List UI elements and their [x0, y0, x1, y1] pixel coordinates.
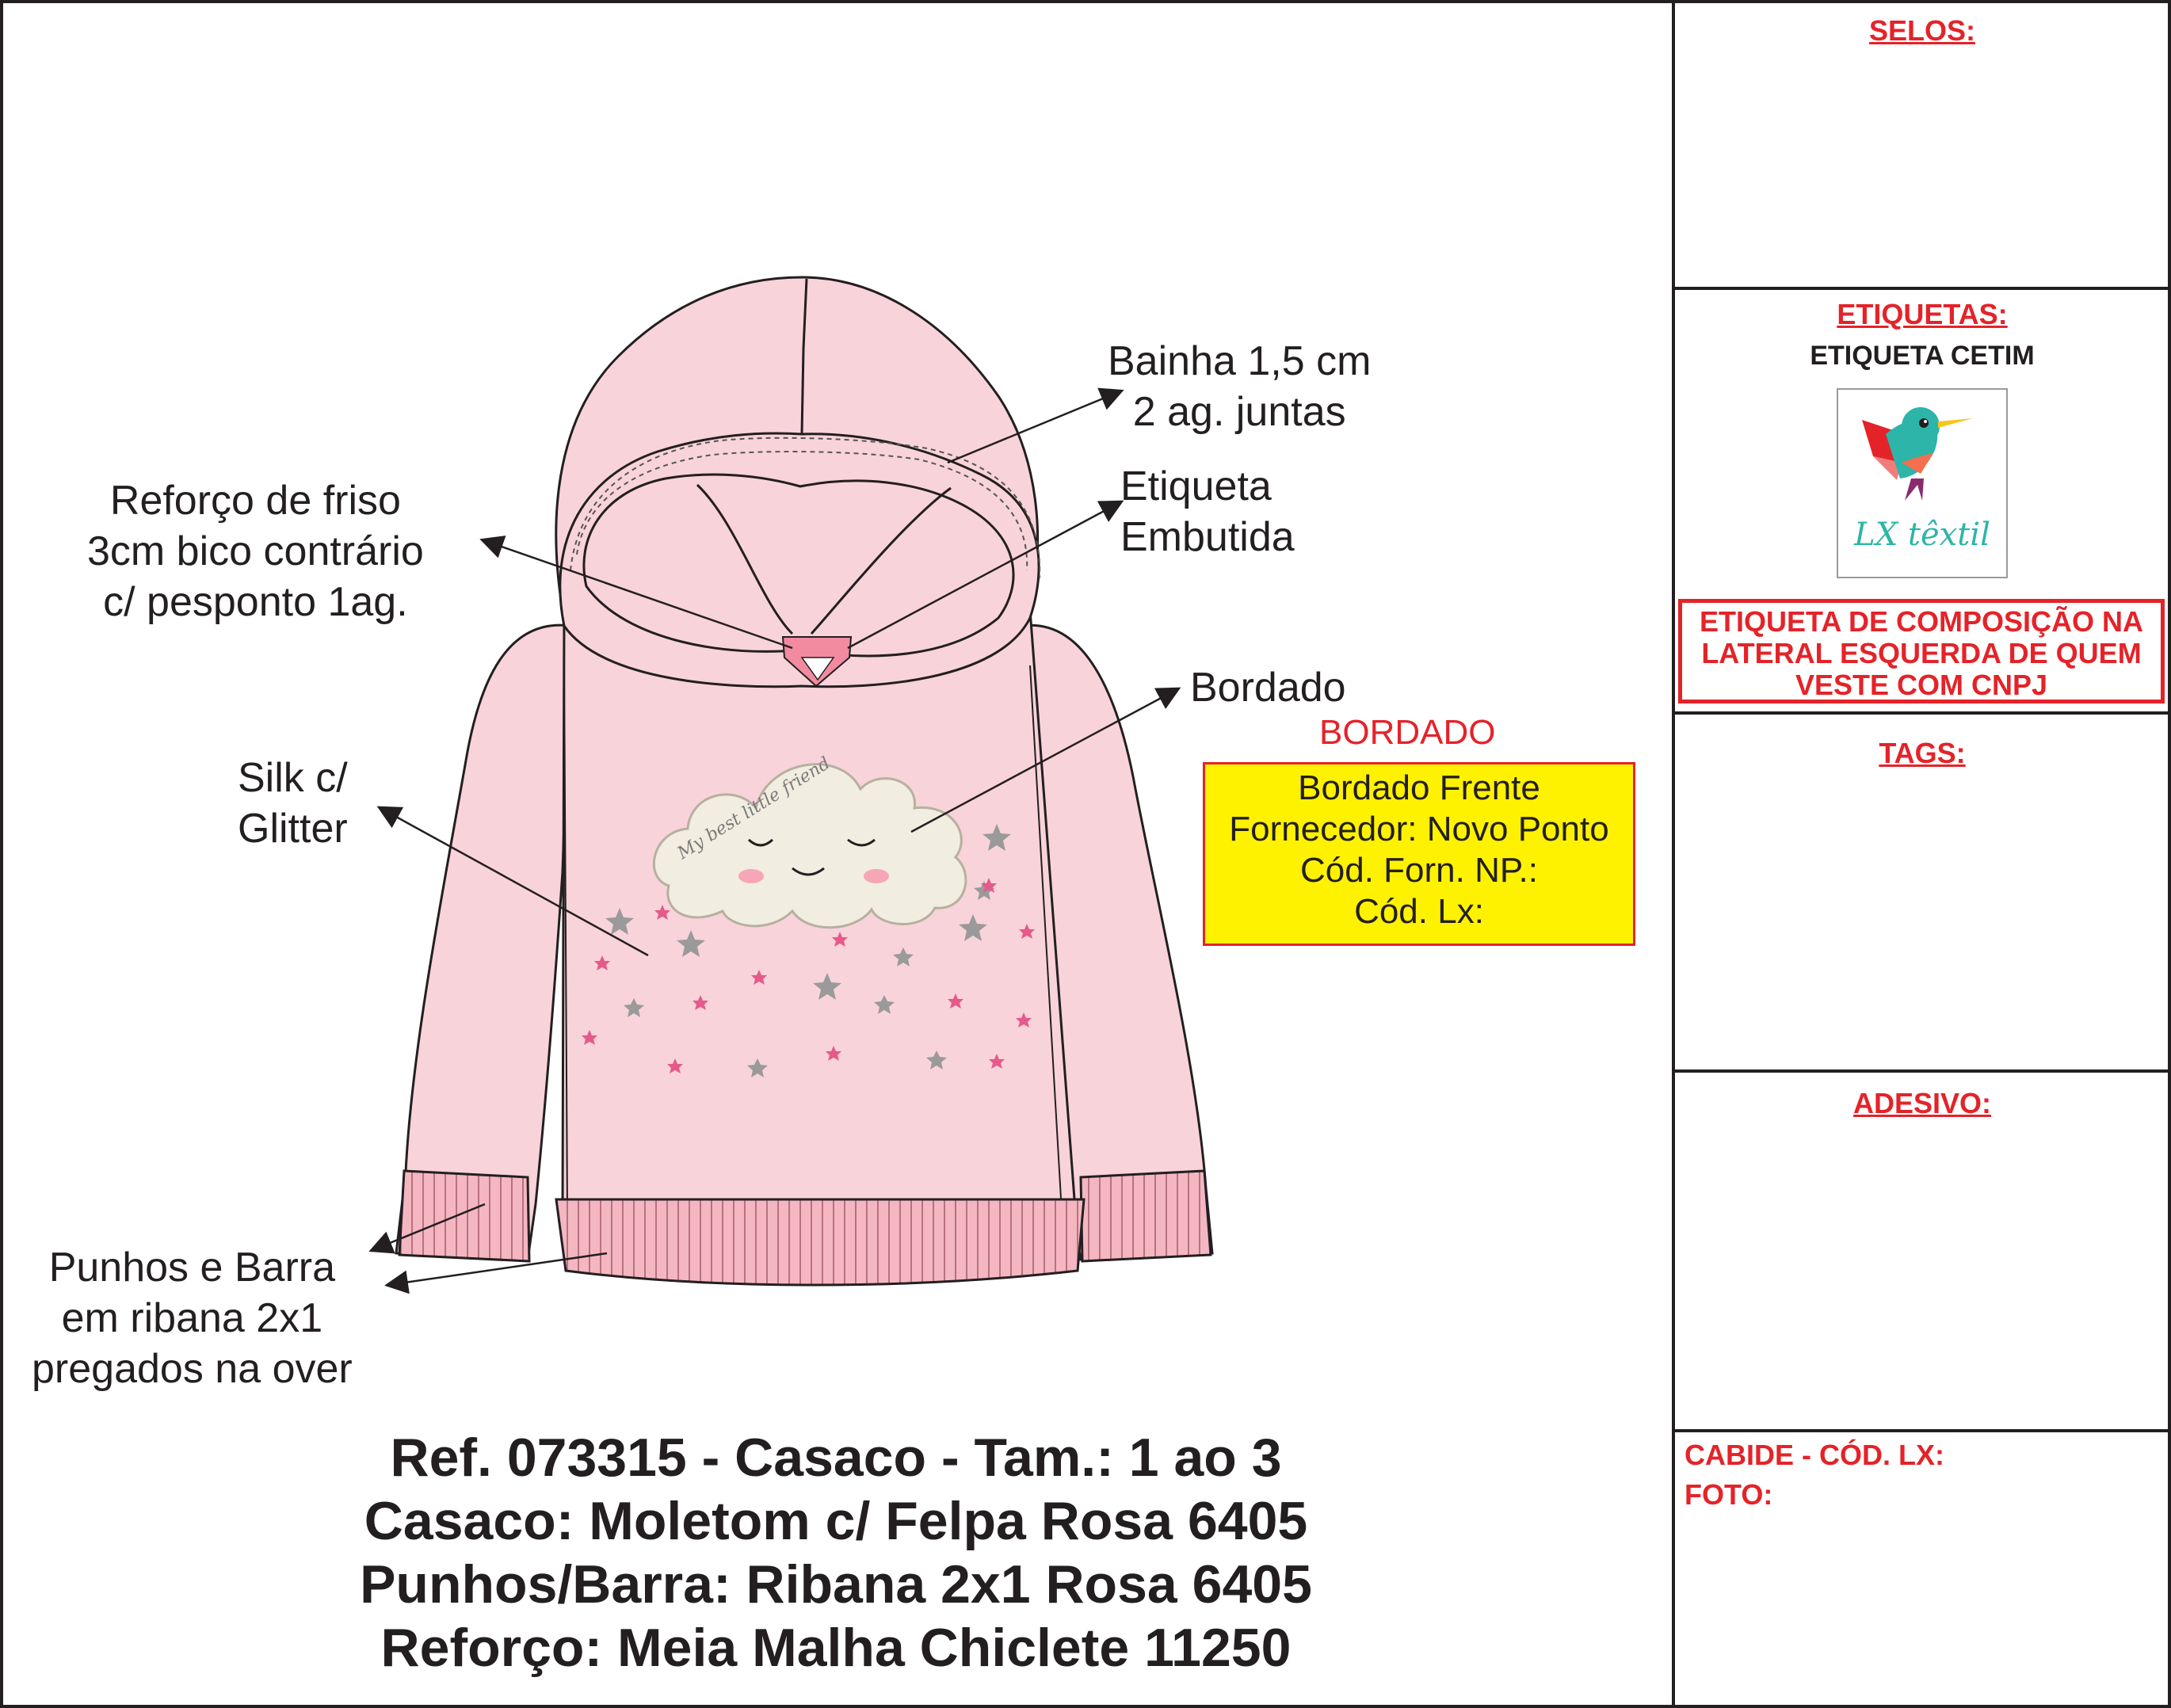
punhos-line: em ribana 2x1: [61, 1295, 323, 1341]
embroidery-line: Bordado Frente: [1298, 768, 1540, 807]
bainha-line: 2 ag. juntas: [1132, 389, 1346, 435]
punhos-line: pregados na over: [32, 1346, 353, 1392]
bainha-line: Bainha 1,5 cm: [1108, 338, 1372, 384]
sidebar-separator: [1673, 287, 2171, 290]
embroidery-info-box: [1203, 762, 1635, 946]
hood-inner: [584, 475, 1013, 656]
etiquetas-heading: ETIQUETAS:: [1837, 298, 2008, 330]
silk-line: Silk c/: [238, 755, 348, 801]
etiqueta-line: Embutida: [1120, 514, 1295, 560]
logo-text: LX têxtil: [1854, 517, 1990, 553]
reference-block: [0, 1426, 1672, 1679]
reforco-line: c/ pesponto 1ag.: [103, 579, 408, 625]
cloud-print-text: My best little friend: [673, 753, 834, 864]
reference-line: Reforço: Meia Malha Chiclete 11250: [380, 1618, 1292, 1678]
sidebar-separator: [1673, 1429, 2171, 1432]
hem-band: [556, 1199, 1084, 1285]
reference-line: Casaco: Moletom c/ Felpa Rosa 6405: [364, 1491, 1308, 1551]
left-sleeve: [396, 625, 570, 1260]
silk-note: [238, 753, 348, 854]
tags-heading: TAGS:: [1879, 737, 1966, 769]
composition-line: LATERAL ESQUERDA DE QUEM: [1701, 637, 2142, 669]
foto-label: FOTO:: [1685, 1478, 1773, 1511]
cabide-label: CABIDE - CÓD. LX:: [1685, 1439, 1944, 1471]
reforco-line: Reforço de friso: [109, 478, 401, 524]
bordado-note: Bordado: [1190, 665, 1346, 711]
punhos-note: [32, 1242, 353, 1394]
etiqueta-cetim-label: ETIQUETA CETIM: [1810, 341, 2035, 371]
sidebar-separator: [1673, 711, 2171, 715]
reforco-line: 3cm bico contrário: [87, 528, 424, 574]
embroidery-line: Fornecedor: Novo Ponto: [1229, 810, 1609, 848]
lx-textil-logo: [1837, 388, 2008, 578]
punhos-line: Punhos e Barra: [48, 1245, 336, 1291]
cabide-foto-block: [1685, 1435, 1944, 1515]
composition-line: VESTE COM CNPJ: [1795, 669, 2048, 701]
bordado-heading: BORDADO: [1319, 713, 1496, 752]
hummingbird-icon: [1838, 390, 2006, 577]
adesivo-heading: ADESIVO:: [1852, 1087, 1992, 1119]
reference-line: Ref. 073315 - Casaco - Tam.: 1 ao 3: [390, 1428, 1282, 1488]
embroidery-line: Cód. Forn. NP.:: [1300, 851, 1538, 890]
left-cuff: [399, 1171, 529, 1261]
reference-line: Punhos/Barra: Ribana 2x1 Rosa 6405: [360, 1554, 1312, 1615]
bainha-note: [1108, 336, 1371, 437]
reforco-note: [87, 475, 424, 627]
composition-line: ETIQUETA DE COMPOSIÇÃO NA: [1699, 605, 2144, 638]
selos-heading: SELOS:: [1868, 14, 1975, 47]
right-cuff: [1081, 1171, 1211, 1261]
silk-line: Glitter: [238, 806, 348, 852]
etiqueta-note: [1120, 461, 1295, 562]
sidebar-divider: [1672, 0, 1675, 1708]
embroidery-line: Cód. Lx:: [1354, 892, 1484, 931]
etiqueta-line: Etiqueta: [1120, 463, 1272, 509]
sidebar-separator: [1673, 1069, 2171, 1073]
composition-label-note: [1678, 599, 2165, 703]
